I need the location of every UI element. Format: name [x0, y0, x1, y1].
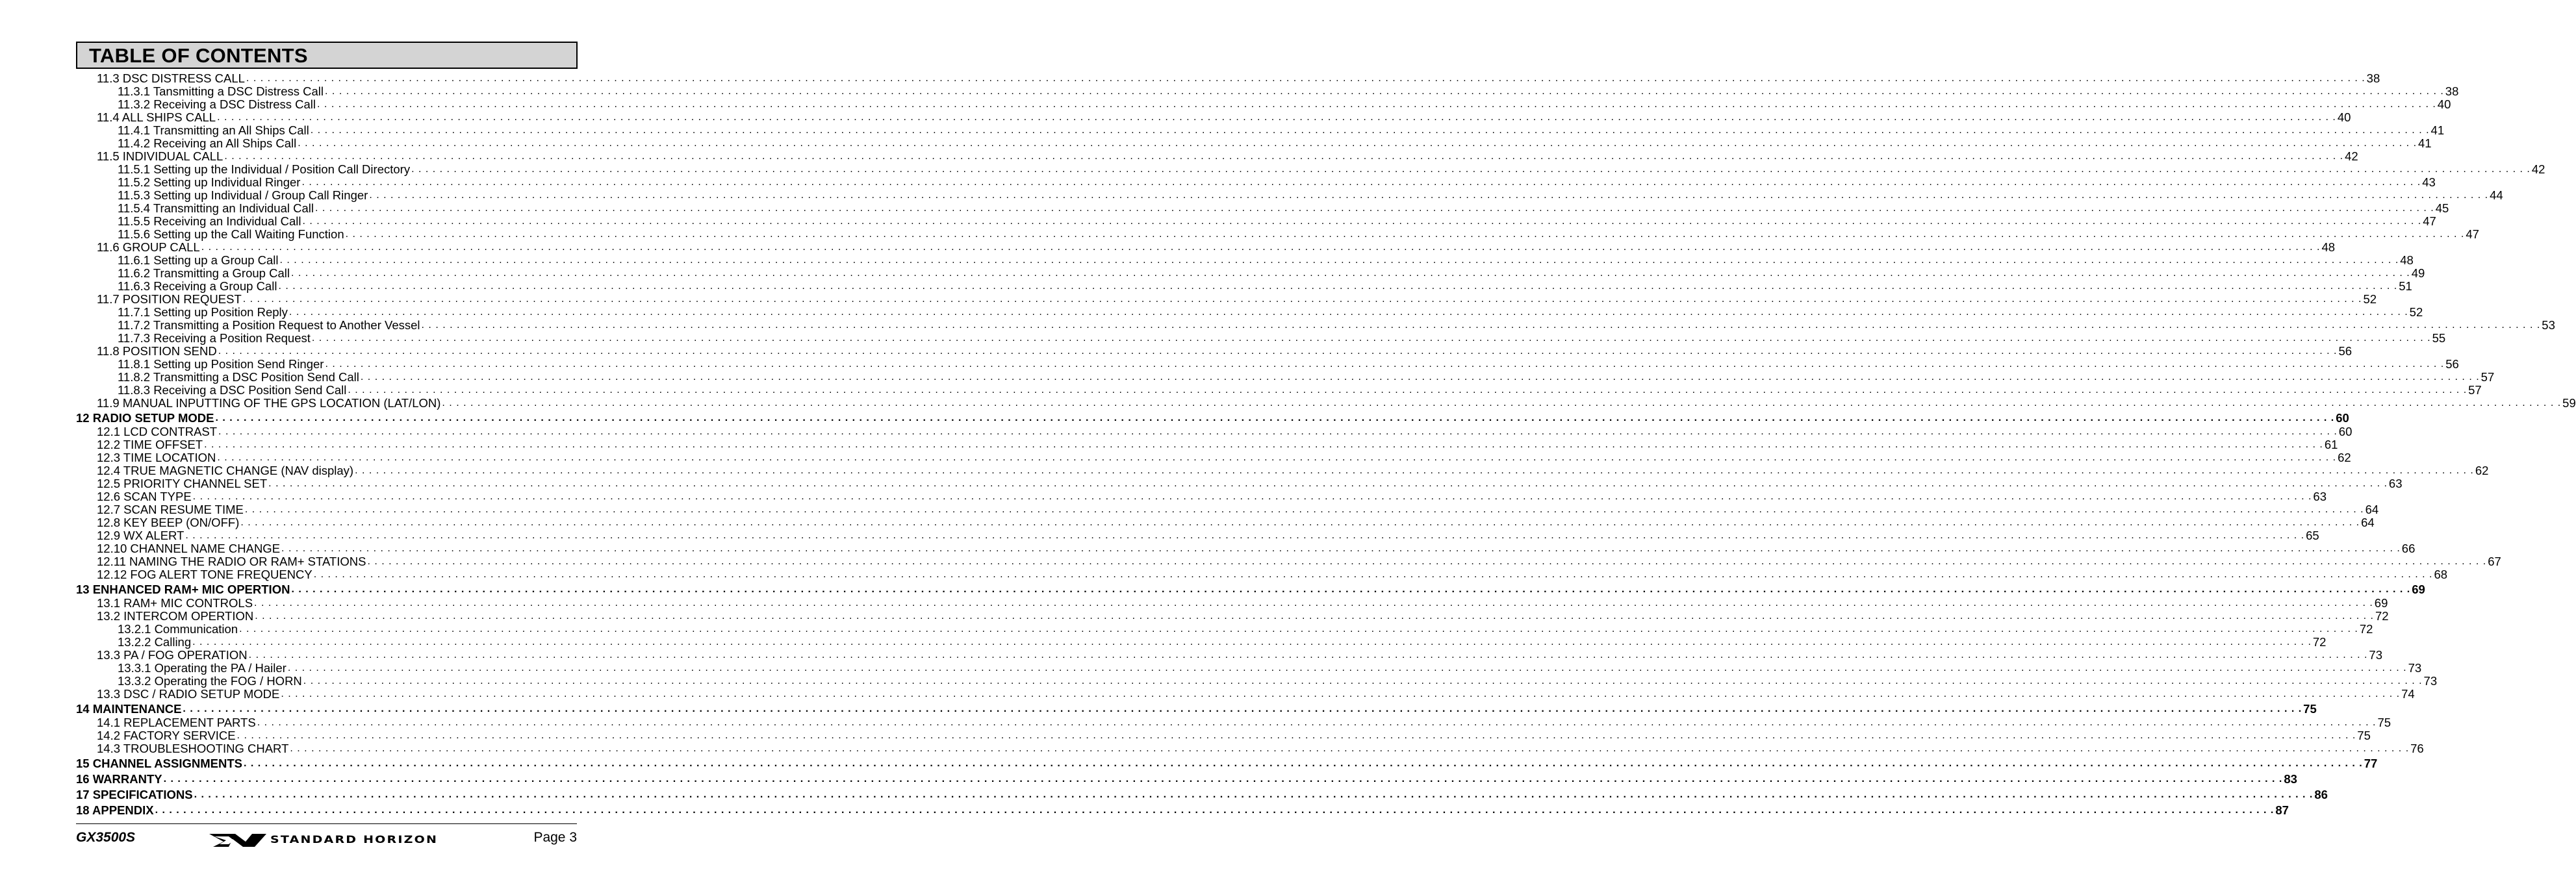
toc-entry-page: 56 — [2445, 357, 2459, 371]
toc-entry-title: 11.4.1 Transmitting an All Ships Call — [118, 123, 309, 137]
toc-entry[interactable] — [118, 123, 2445, 137]
toc-dot-leader: . . . . . . . . . . . . . . . . . . . . . . . . . . . . . . . . . . . . . . . . . . . . . . . . . . . . . . . . . . . . . . . . . . . . . . . . . . . . . . . . . . . . . . . . . . . . . . . . . . . . . . . . . . . . . . . . . . . . . . . . . . . . . . . . . . . . . . . . . . . . . . . . . . . . . . . . . . . . . . . . . . . . . . . . . . . . . . . . . . . . . . . . . . . . . . . . . . . . . . . . . . . . . . . . . . . . . . . . . . . . . . . . . . . . . . . . . . . . . . . . . . . . . . . . . . . . . . . . . . . . . . . . . . . . . . . . . . . . . . . . . . . . . . . . . . . . . . . . . . . . — [367, 556, 2487, 567]
toc-dot-leader: . . . . . . . . . . . . . . . . . . . . . . . . . . . . . . . . . . . . . . . . . . . . . . . . . . . . . . . . . . . . . . . . . . . . . . . . . . . . . . . . . . . . . . . . . . . . . . . . . . . . . . . . . . . . . . . . . . . . . . . . . . . . . . . . . . . . . . . . . . . . . . . . . . . . . . . . . . . . . . . . . . . . . . . . . . . . . . . . . . . . . . . . . . . . . . . . . . . . . . . . . . . . . . . . . . . . . . . . . . . . . . . . . . . . . . . . . . . . . . . . . . . . . . . . . . . . . . . . . . . . . . . . . . . . . . . . . . . . . . . . . . . . . . . . . . . . . . . . . . . . — [442, 397, 2562, 408]
toc-entry-page: 49 — [2411, 266, 2425, 280]
toc-entry-page: 75 — [2303, 702, 2317, 716]
toc-entry[interactable] — [97, 609, 2389, 623]
toc-dot-leader: . . . . . . . . . . . . . . . . . . . . . . . . . . . . . . . . . . . . . . . . . . . . . . . . . . . . . . . . . . . . . . . . . . . . . . . . . . . . . . . . . . . . . . . . . . . . . . . . . . . . . . . . . . . . . . . . . . . . . . . . . . . . . . . . . . . . . . . . . . . . . . . . . . . . . . . . . . . . . . . . . . . . . . . . . . . . . . . . . . . . . . . . . . . . . . . . . . . . . . . . . . . . . . . . . . . . . . . . . . . . . . . . . . . . . . . . . . . . . . . . . . . . . . . . . . . . . . . . . . . . . . . . . . . . . . . . . . . . . . . . . . . . . . . . . . . . . . . . . . . . — [360, 371, 2480, 383]
toc-entry-title: 11.4.2 Receiving an All Ships Call — [118, 136, 297, 150]
toc-entry-page: 63 — [2313, 490, 2327, 503]
toc-entry-title: 11.5 INDIVIDUAL CALL — [97, 149, 223, 163]
toc-entry-title: 12.8 KEY BEEP (ON/OFF) — [97, 516, 240, 529]
toc-entry[interactable] — [118, 318, 2555, 332]
toc-dot-leader: . . . . . . . . . . . . . . . . . . . . . . . . . . . . . . . . . . . . . . . . . . . . . . . . . . . . . . . . . . . . . . . . . . . . . . . . . . . . . . . . . . . . . . . . . . . . . . . . . . . . . . . . . . . . . . . . . . . . . . . . . . . . . . . . . . . . . . . . . . . . . . . . . . . . . . . . . . . . . . . . . . . . . . . . . . . . . . . . . . . . . . . . . . . . . . . . . . . . . . . . . . . . . . . . . . . . . . . . . . . . . . . . . . . . . . . . . . . . . . . . . . . . . . . . . . . . . . . . . . . . . . . . . . . . . . . . . . . . . . . . . . . . . . . . . . . . . . . . . . . . — [192, 636, 2312, 647]
toc-entry-page: 41 — [2430, 123, 2445, 137]
toc-entry-page: 75 — [2357, 729, 2371, 742]
toc-dot-leader: . . . . . . . . . . . . . . . . . . . . . . . . . . . . . . . . . . . . . . . . . . . . . . . . . . . . . . . . . . . . . . . . . . . . . . . . . . . . . . . . . . . . . . . . . . . . . . . . . . . . . . . . . . . . . . . . . . . . . . . . . . . . . . . . . . . . . . . . . . . . . . . . . . . . . . . . . . . . . . . . . . . . . . . . . . . . . . . . . . . . . . . . . . . . . . . . . . . . . . . . . . . . . . . . . . . . . . . . . . . . . . . . . . . . . . . . . . . . . . . . . . . . . . . . . . . . . . . . . . . . . . . . . . . . . . . . . . . . . . . . . . . . . . . . . . . . . . . . . . . . — [217, 112, 2336, 123]
toc-entry[interactable] — [118, 661, 2422, 675]
brand-name: STANDARD HORIZON — [270, 833, 439, 846]
toc-entry[interactable] — [97, 344, 2353, 358]
toc-entry[interactable] — [76, 772, 2297, 786]
toc-dot-leader: . . . . . . . . . . . . . . . . . . . . . . . . . . . . . . . . . . . . . . . . . . . . . . . . . . . . . . . . . . . . . . . . . . . . . . . . . . . . . . . . . . . . . . . . . . . . . . . . . . . . . . . . . . . . . . . . . . . . . . . . . . . . . . . . . . . . . . . . . . . . . . . . . . . . . . . . . . . . . . . . . . . . . . . . . . . . . . . . . . . . . . . . . . . . . . . . . . . . . . . . . . . . . . . . . . . . . . . . . . . . . . . . . . . . . . . . . . . . . . . . . . . . . . . . . . . . . . . . . . . . . . . . . . . . . . . . . . . . . . . . . . . . . . . . . . . . . . . . . . . . — [302, 216, 2422, 227]
toc-entry-page: 42 — [2345, 149, 2358, 163]
toc-entry-page: 68 — [2434, 568, 2448, 581]
toc-dot-leader: . . . . . . . . . . . . . . . . . . . . . . . . . . . . . . . . . . . . . . . . . . . . . . . . . . . . . . . . . . . . . . . . . . . . . . . . . . . . . . . . . . . . . . . . . . . . . . . . . . . . . . . . . . . . . . . . . . . . . . . . . . . . . . . . . . . . . . . . . . . . . . . . . . . . . . . . . . . . . . . . . . . . . . . . . . . . . . . . . . . . . . . . . . . . . . . . . . . . . . . . . . . . . . . . . . . . . . . . . . . . . . . . . . . . . . . . . . . . . . . . . . . . . . . . . . . . . . . . . . . . . . . . . . . . . . . . . . . . . . . . . . . . . . . . . . . . . . . . . . . . — [369, 190, 2489, 201]
toc-entry[interactable] — [97, 555, 2501, 568]
toc-entry-page: 59 — [2562, 396, 2576, 410]
toc-entry-page: 57 — [2468, 383, 2482, 397]
toc-dot-leader: . . . . . . . . . . . . . . . . . . . . . . . . . . . . . . . . . . . . . . . . . . . . . . . . . . . . . . . . . . . . . . . . . . . . . . . . . . . . . . . . . . . . . . . . . . . . . . . . . . . . . . . . . . . . . . . . . . . . . . . . . . . . . . . . . . . . . . . . . . . . . . . . . . . . . . . . . . . . . . . . . . . . . . . . . . . . . . . . . . . . . . . . . . . . . . . . . . . . . . . . . . . . . . . . . . . . . . . . . . . . . . . . . . . . . . . . . . . . . . . . . . . . . . . . . . . . . . . . . . . . . . . . . . . . . . . . . . . . . . . . . . . . . . . . . . . . . . . . . . . . — [278, 281, 2398, 292]
toc-entry-page: 67 — [2488, 555, 2501, 568]
toc-dot-leader: . . . . . . . . . . . . . . . . . . . . . . . . . . . . . . . . . . . . . . . . . . . . . . . . . . . . . . . . . . . . . . . . . . . . . . . . . . . . . . . . . . . . . . . . . . . . . . . . . . . . . . . . . . . . . . . . . . . . . . . . . . . . . . . . . . . . . . . . . . . . . . . . . . . . . . . . . . . . . . . . . . . . . . . . . . . . . . . . . . . . . . . . . . . . . . . . . . . . . . . . . . . . . . . . . . . . . . . . . . . . . . . . . . . . . . . . . . . . . . . . . . . . . . . . . . . . . . . . . . . . . . . . . . . . . . . . . . . . . . . . . . . . . . . . . . . . . . . . . . . . — [290, 743, 2410, 754]
toc-entry-title: 11.7.1 Setting up Position Reply — [118, 305, 288, 319]
toc-dot-leader: . . . . . . . . . . . . . . . . . . . . . . . . . . . . . . . . . . . . . . . . . . . . . . . . . . . . . . . . . . . . . . . . . . . . . . . . . . . . . . . . . . . . . . . . . . . . . . . . . . . . . . . . . . . . . . . . . . . . . . . . . . . . . . . . . . . . . . . . . . . . . . . . . . . . . . . . . . . . . . . . . . . . . . . . . . . . . . . . . . . . . . . . . . . . . . . . . . . . . . . . . . . . . . . . . . . . . . . . . . . . . . . . . . . . . . . . . . . . . . . . . . . . . . . . . . . . . . . . . . . . . . . . . . . . . . . . . . . . . . . . . . . . . . . . . . . . . . . . . . . . — [183, 703, 2302, 714]
toc-dot-leader: . . . . . . . . . . . . . . . . . . . . . . . . . . . . . . . . . . . . . . . . . . . . . . . . . . . . . . . . . . . . . . . . . . . . . . . . . . . . . . . . . . . . . . . . . . . . . . . . . . . . . . . . . . . . . . . . . . . . . . . . . . . . . . . . . . . . . . . . . . . . . . . . . . . . . . . . . . . . . . . . . . . . . . . . . . . . . . . . . . . . . . . . . . . . . . . . . . . . . . . . . . . . . . . . . . . . . . . . . . . . . . . . . . . . . . . . . . . . . . . . . . . . . . . . . . . . . . . . . . . . . . . . . . . . . . . . . . . . . . . . . . . . . . . . . . . . . . . . . . . . — [242, 294, 2362, 305]
toc-dot-leader: . . . . . . . . . . . . . . . . . . . . . . . . . . . . . . . . . . . . . . . . . . . . . . . . . . . . . . . . . . . . . . . . . . . . . . . . . . . . . . . . . . . . . . . . . . . . . . . . . . . . . . . . . . . . . . . . . . . . . . . . . . . . . . . . . . . . . . . . . . . . . . . . . . . . . . . . . . . . . . . . . . . . . . . . . . . . . . . . . . . . . . . . . . . . . . . . . . . . . . . . . . . . . . . . . . . . . . . . . . . . . . . . . . . . . . . . . . . . . . . . . . . . . . . . . . . . . . . . . . . . . . . . . . . . . . . . . . . . . . . . . . . . . . . . . . . . . . . . . . . . — [288, 307, 2408, 318]
toc-dot-leader: . . . . . . . . . . . . . . . . . . . . . . . . . . . . . . . . . . . . . . . . . . . . . . . . . . . . . . . . . . . . . . . . . . . . . . . . . . . . . . . . . . . . . . . . . . . . . . . . . . . . . . . . . . . . . . . . . . . . . . . . . . . . . . . . . . . . . . . . . . . . . . . . . . . . . . . . . . . . . . . . . . . . . . . . . . . . . . . . . . . . . . . . . . . . . . . . . . . . . . . . . . . . . . . . . . . . . . . . . . . . . . . . . . . . . . . . . . . . . . . . . . . . . . . . . . . . . . . . . . . . . . . . . . . . . . . . . . . . . . . . . . . . . . . . . . . . . . . . . . . . — [298, 138, 2417, 149]
brand-logo — [209, 830, 438, 849]
toc-entry-page: 48 — [2400, 253, 2414, 267]
toc-entry-title: 11.7.2 Transmitting a Position Request to Another Vessel — [118, 318, 420, 332]
toc-dot-leader: . . . . . . . . . . . . . . . . . . . . . . . . . . . . . . . . . . . . . . . . . . . . . . . . . . . . . . . . . . . . . . . . . . . . . . . . . . . . . . . . . . . . . . . . . . . . . . . . . . . . . . . . . . . . . . . . . . . . . . . . . . . . . . . . . . . . . . . . . . . . . . . . . . . . . . . . . . . . . . . . . . . . . . . . . . . . . . . . . . . . . . . . . . . . . . . . . . . . . . . . . . . . . . . . . . . . . . . . . . . . . . . . . . . . . . . . . . . . . . . . . . . . . . . . . . . . . . . . . . . . . . . . . . . . . . . . . . . . . . . . . . . . . . . . . . . . . . . . . . . . — [411, 164, 2531, 175]
toc-dot-leader: . . . . . . . . . . . . . . . . . . . . . . . . . . . . . . . . . . . . . . . . . . . . . . . . . . . . . . . . . . . . . . . . . . . . . . . . . . . . . . . . . . . . . . . . . . . . . . . . . . . . . . . . . . . . . . . . . . . . . . . . . . . . . . . . . . . . . . . . . . . . . . . . . . . . . . . . . . . . . . . . . . . . . . . . . . . . . . . . . . . . . . . . . . . . . . . . . . . . . . . . . . . . . . . . . . . . . . . . . . . . . . . . . . . . . . . . . . . . . . . . . . . . . . . . . . . . . . . . . . . . . . . . . . . . . . . . . . . . . . . . . . . . . . . . . . . . . . . . . . . . — [421, 320, 2541, 331]
toc-dot-leader: . . . . . . . . . . . . . . . . . . . . . . . . . . . . . . . . . . . . . . . . . . . . . . . . . . . . . . . . . . . . . . . . . . . . . . . . . . . . . . . . . . . . . . . . . . . . . . . . . . . . . . . . . . . . . . . . . . . . . . . . . . . . . . . . . . . . . . . . . . . . . . . . . . . . . . . . . . . . . . . . . . . . . . . . . . . . . . . . . . . . . . . . . . . . . . . . . . . . . . . . . . . . . . . . . . . . . . . . . . . . . . . . . . . . . . . . . . . . . . . . . . . . . . . . . . . . . . . . . . . . . . . . . . . . . . . . . . . . . . . . . . . . . . . . . . . . . . . . . . . . — [311, 332, 2431, 344]
toc-entry-title: 11.9 MANUAL INPUTTING OF THE GPS LOCATION (LAT/LON) — [97, 396, 441, 410]
toc-dot-leader: . . . . . . . . . . . . . . . . . . . . . . . . . . . . . . . . . . . . . . . . . . . . . . . . . . . . . . . . . . . . . . . . . . . . . . . . . . . . . . . . . . . . . . . . . . . . . . . . . . . . . . . . . . . . . . . . . . . . . . . . . . . . . . . . . . . . . . . . . . . . . . . . . . . . . . . . . . . . . . . . . . . . . . . . . . . . . . . . . . . . . . . . . . . . . . . . . . . . . . . . . . . . . . . . . . . . . . . . . . . . . . . . . . . . . . . . . . . . . . . . . . . . . . . . . . . . . . . . . . . . . . . . . . . . . . . . . . . . . . . . . . . . . . . . . . . . . . . . . . . . — [204, 439, 2323, 450]
toc-entry[interactable] — [118, 383, 2482, 397]
toc-dot-leader: . . . . . . . . . . . . . . . . . . . . . . . . . . . . . . . . . . . . . . . . . . . . . . . . . . . . . . . . . . . . . . . . . . . . . . . . . . . . . . . . . . . . . . . . . . . . . . . . . . . . . . . . . . . . . . . . . . . . . . . . . . . . . . . . . . . . . . . . . . . . . . . . . . . . . . . . . . . . . . . . . . . . . . . . . . . . . . . . . . . . . . . . . . . . . . . . . . . . . . . . . . . . . . . . . . . . . . . . . . . . . . . . . . . . . . . . . . . . . . . . . . . . . . . . . . . . . . . . . . . . . . . . . . . . . . . . . . . . . . . . . . . . . . . . . . . . . . . . . . . . — [236, 730, 2356, 741]
toc-entry-title: 11.7 POSITION REQUEST — [97, 292, 242, 306]
toc-entry[interactable] — [97, 292, 2377, 306]
toc-entry-title: 11.7.3 Receiving a Position Request — [118, 331, 311, 345]
toc-dot-leader: . . . . . . . . . . . . . . . . . . . . . . . . . . . . . . . . . . . . . . . . . . . . . . . . . . . . . . . . . . . . . . . . . . . . . . . . . . . . . . . . . . . . . . . . . . . . . . . . . . . . . . . . . . . . . . . . . . . . . . . . . . . . . . . . . . . . . . . . . . . . . . . . . . . . . . . . . . . . . . . . . . . . . . . . . . . . . . . . . . . . . . . . . . . . . . . . . . . . . . . . . . . . . . . . . . . . . . . . . . . . . . . . . . . . . . . . . . . . . . . . . . . . . . . . . . . . . . . . . . . . . . . . . . . . . . . . . . . . . . . . . . . . . . . . . . . . . . . . . . . . — [325, 358, 2445, 370]
toc-entry-page: 51 — [2399, 279, 2412, 293]
toc-entry[interactable] — [97, 490, 2327, 503]
toc-entry-page: 75 — [2377, 716, 2391, 729]
toc-entry-title: 17 SPECIFICATIONS — [76, 788, 193, 801]
toc-dot-leader: . . . . . . . . . . . . . . . . . . . . . . . . . . . . . . . . . . . . . . . . . . . . . . . . . . . . . . . . . . . . . . . . . . . . . . . . . . . . . . . . . . . . . . . . . . . . . . . . . . . . . . . . . . . . . . . . . . . . . . . . . . . . . . . . . . . . . . . . . . . . . . . . . . . . . . . . . . . . . . . . . . . . . . . . . . . . . . . . . . . . . . . . . . . . . . . . . . . . . . . . . . . . . . . . . . . . . . . . . . . . . . . . . . . . . . . . . . . . . . . . . . . . . . . . . . . . . . . . . . . . . . . . . . . . . . . . . . . . . . . . . . . . . . . . . . . . . . . . . . . . — [163, 773, 2283, 784]
toc-entry-page: 44 — [2490, 188, 2503, 202]
toc-entry-title: 13 ENHANCED RAM+ MIC OPERTION — [76, 583, 290, 596]
toc-entry-page: 52 — [2363, 292, 2377, 306]
toc-entry[interactable] — [118, 370, 2495, 384]
toc-entry-page: 45 — [2435, 201, 2449, 215]
toc-dot-leader: . . . . . . . . . . . . . . . . . . . . . . . . . . . . . . . . . . . . . . . . . . . . . . . . . . . . . . . . . . . . . . . . . . . . . . . . . . . . . . . . . . . . . . . . . . . . . . . . . . . . . . . . . . . . . . . . . . . . . . . . . . . . . . . . . . . . . . . . . . . . . . . . . . . . . . . . . . . . . . . . . . . . . . . . . . . . . . . . . . . . . . . . . . . . . . . . . . . . . . . . . . . . . . . . . . . . . . . . . . . . . . . . . . . . . . . . . . . . . . . . . . . . . . . . . . . . . . . . . . . . . . . . . . . . . . . . . . . . . . . . . . . . . . . . . . . . . . . . . . . . — [244, 504, 2364, 515]
toc-entry[interactable] — [97, 240, 2336, 254]
toc-entry-title: 12.4 TRUE MAGNETIC CHANGE (NAV display) — [97, 464, 354, 477]
toc-entry-title: 12.12 FOG ALERT TONE FREQUENCY — [97, 568, 312, 581]
toc-entry[interactable] — [118, 188, 2503, 202]
toc-entry-title: 13.2.1 Communication — [118, 622, 238, 636]
toc-entry-title: 11.6.1 Setting up a Group Call — [118, 253, 279, 267]
toc-entry-page: 87 — [2275, 803, 2289, 817]
toc-entry-title: 12.5 PRIORITY CHANNEL SET — [97, 477, 268, 490]
toc-dot-leader: . . . . . . . . . . . . . . . . . . . . . . . . . . . . . . . . . . . . . . . . . . . . . . . . . . . . . . . . . . . . . . . . . . . . . . . . . . . . . . . . . . . . . . . . . . . . . . . . . . . . . . . . . . . . . . . . . . . . . . . . . . . . . . . . . . . . . . . . . . . . . . . . . . . . . . . . . . . . . . . . . . . . . . . . . . . . . . . . . . . . . . . . . . . . . . . . . . . . . . . . . . . . . . . . . . . . . . . . . . . . . . . . . . . . . . . . . . . . . . . . . . . . . . . . . . . . . . . . . . . . . . . . . . . . . . . . . . . . . . . . . . . . . . . . . . . . . . . . . . . . — [192, 491, 2312, 502]
toc-entry-page: 47 — [2423, 214, 2436, 228]
toc-dot-leader: . . . . . . . . . . . . . . . . . . . . . . . . . . . . . . . . . . . . . . . . . . . . . . . . . . . . . . . . . . . . . . . . . . . . . . . . . . . . . . . . . . . . . . . . . . . . . . . . . . . . . . . . . . . . . . . . . . . . . . . . . . . . . . . . . . . . . . . . . . . . . . . . . . . . . . . . . . . . . . . . . . . . . . . . . . . . . . . . . . . . . . . . . . . . . . . . . . . . . . . . . . . . . . . . . . . . . . . . . . . . . . . . . . . . . . . . . . . . . . . . . . . . . . . . . . . . . . . . . . . . . . . . . . . . . . . . . . . . . . . . . . . . . . . . . . . . . . . . . . . . — [290, 268, 2410, 279]
toc-entry-page: 61 — [2324, 438, 2338, 451]
toc-entry-title: 15 CHANNEL ASSIGNMENTS — [76, 757, 242, 770]
toc-dot-leader: . . . . . . . . . . . . . . . . . . . . . . . . . . . . . . . . . . . . . . . . . . . . . . . . . . . . . . . . . . . . . . . . . . . . . . . . . . . . . . . . . . . . . . . . . . . . . . . . . . . . . . . . . . . . . . . . . . . . . . . . . . . . . . . . . . . . . . . . . . . . . . . . . . . . . . . . . . . . . . . . . . . . . . . . . . . . . . . . . . . . . . . . . . . . . . . . . . . . . . . . . . . . . . . . . . . . . . . . . . . . . . . . . . . . . . . . . . . . . . . . . . . . . . . . . . . . . . . . . . . . . . . . . . . . . . . . . . . . . . . . . . . . . . . . . . . . . . . . . . . . — [239, 623, 2358, 634]
toc-entry-title: 13.3.1 Operating the PA / Hailer — [118, 661, 287, 675]
toc-dot-leader: . . . . . . . . . . . . . . . . . . . . . . . . . . . . . . . . . . . . . . . . . . . . . . . . . . . . . . . . . . . . . . . . . . . . . . . . . . . . . . . . . . . . . . . . . . . . . . . . . . . . . . . . . . . . . . . . . . . . . . . . . . . . . . . . . . . . . . . . . . . . . . . . . . . . . . . . . . . . . . . . . . . . . . . . . . . . . . . . . . . . . . . . . . . . . . . . . . . . . . . . . . . . . . . . . . . . . . . . . . . . . . . . . . . . . . . . . . . . . . . . . . . . . . . . . . . . . . . . . . . . . . . . . . . . . . . . . . . . . . . . . . . . . . . . . . . . . . . . . . . . — [287, 662, 2407, 673]
toc-entry-page: 40 — [2337, 110, 2351, 124]
toc-entry[interactable] — [97, 503, 2379, 516]
toc-entry[interactable] — [97, 110, 2351, 124]
toc-entry-title: 11.5.5 Receiving an Individual Call — [118, 214, 301, 228]
toc-entry-title: 11.5.4 Transmitting an Individual Call — [118, 201, 314, 215]
toc-entry[interactable] — [97, 568, 2448, 581]
toc-entry-title: 13.2 INTERCOM OPERTION — [97, 609, 254, 623]
toc-entry-title: 13.2.2 Calling — [118, 635, 192, 649]
toc-entry-page: 72 — [2312, 635, 2327, 649]
toc-entry-page: 65 — [2306, 529, 2319, 542]
toc-entry-page: 64 — [2365, 503, 2379, 516]
toc-entry-title: 11.8 POSITION SEND — [97, 344, 217, 358]
toc-entry[interactable] — [118, 357, 2459, 371]
toc-entry-page: 83 — [2284, 772, 2297, 786]
toc-entry[interactable] — [97, 477, 2403, 490]
toc-entry[interactable] — [97, 529, 2319, 542]
toc-entry[interactable] — [76, 411, 2349, 425]
toc-dot-leader: . . . . . . . . . . . . . . . . . . . . . . . . . . . . . . . . . . . . . . . . . . . . . . . . . . . . . . . . . . . . . . . . . . . . . . . . . . . . . . . . . . . . . . . . . . . . . . . . . . . . . . . . . . . . . . . . . . . . . . . . . . . . . . . . . . . . . . . . . . . . . . . . . . . . . . . . . . . . . . . . . . . . . . . . . . . . . . . . . . . . . . . . . . . . . . . . . . . . . . . . . . . . . . . . . . . . . . . . . . . . . . . . . . . . . . . . . . . . . . . . . . . . . . . . . . . . . . . . . . . . . . . . . . . . . . . . . . . . . . . . . . . . . . . . . . . . . . . . . . . . — [201, 242, 2321, 253]
toc-entry[interactable] — [97, 71, 2380, 85]
toc-entry[interactable] — [97, 438, 2338, 451]
toc-dot-leader: . . . . . . . . . . . . . . . . . . . . . . . . . . . . . . . . . . . . . . . . . . . . . . . . . . . . . . . . . . . . . . . . . . . . . . . . . . . . . . . . . . . . . . . . . . . . . . . . . . . . . . . . . . . . . . . . . . . . . . . . . . . . . . . . . . . . . . . . . . . . . . . . . . . . . . . . . . . . . . . . . . . . . . . . . . . . . . . . . . . . . . . . . . . . . . . . . . . . . . . . . . . . . . . . . . . . . . . . . . . . . . . . . . . . . . . . . . . . . . . . . . . . . . . . . . . . . . . . . . . . . . . . . . . . . . . . . . . . . . . . . . . . . . . . . . . . . . . . . . . . — [257, 717, 2377, 728]
toc-entry-title: 11.8.1 Setting up Position Send Ringer — [118, 357, 324, 371]
toc-dot-leader: . . . . . . . . . . . . . . . . . . . . . . . . . . . . . . . . . . . . . . . . . . . . . . . . . . . . . . . . . . . . . . . . . . . . . . . . . . . . . . . . . . . . . . . . . . . . . . . . . . . . . . . . . . . . . . . . . . . . . . . . . . . . . . . . . . . . . . . . . . . . . . . . . . . . . . . . . . . . . . . . . . . . . . . . . . . . . . . . . . . . . . . . . . . . . . . . . . . . . . . . . . . . . . . . . . . . . . . . . . . . . . . . . . . . . . . . . . . . . . . . . . . . . . . . . . . . . . . . . . . . . . . . . . . . . . . . . . . . . . . . . . . . . . . . . . . . . . . . . . . . — [155, 805, 2275, 816]
toc-entry-page: 72 — [2359, 622, 2373, 636]
toc-entry[interactable] — [118, 201, 2449, 215]
toc-entry-page: 57 — [2480, 370, 2495, 384]
toc-entry-page: 63 — [2388, 477, 2403, 490]
toc-entry-title: 11.5.6 Setting up the Call Waiting Function — [118, 227, 344, 241]
toc-entry[interactable] — [76, 803, 2289, 817]
toc-entry[interactable] — [118, 635, 2327, 649]
toc-entry[interactable] — [118, 622, 2373, 636]
toc-entry[interactable] — [118, 227, 2479, 241]
toc-entry[interactable] — [118, 253, 2414, 267]
toc-entry-title: 14.3 TROUBLESHOOTING CHART — [97, 742, 289, 755]
toc-entry[interactable] — [97, 425, 2353, 438]
toc-dot-leader: . . . . . . . . . . . . . . . . . . . . . . . . . . . . . . . . . . . . . . . . . . . . . . . . . . . . . . . . . . . . . . . . . . . . . . . . . . . . . . . . . . . . . . . . . . . . . . . . . . . . . . . . . . . . . . . . . . . . . . . . . . . . . . . . . . . . . . . . . . . . . . . . . . . . . . . . . . . . . . . . . . . . . . . . . . . . . . . . . . . . . . . . . . . . . . . . . . . . . . . . . . . . . . . . . . . . . . . . . . . . . . . . . . . . . . . . . . . . . . . . . . . . . . . . . . . . . . . . . . . . . . . . . . . . . . . . . . . . . . . . . . . . . . . . . . . . . . . . . . . . — [310, 125, 2430, 136]
toc-dot-leader: . . . . . . . . . . . . . . . . . . . . . . . . . . . . . . . . . . . . . . . . . . . . . . . . . . . . . . . . . . . . . . . . . . . . . . . . . . . . . . . . . . . . . . . . . . . . . . . . . . . . . . . . . . . . . . . . . . . . . . . . . . . . . . . . . . . . . . . . . . . . . . . . . . . . . . . . . . . . . . . . . . . . . . . . . . . . . . . . . . . . . . . . . . . . . . . . . . . . . . . . . . . . . . . . . . . . . . . . . . . . . . . . . . . . . . . . . . . . . . . . . . . . . . . . . . . . . . . . . . . . . . . . . . . . . . . . . . . . . . . . . . . . . . . . . . . . . . . . . . . . — [355, 465, 2474, 476]
toc-dot-leader: . . . . . . . . . . . . . . . . . . . . . . . . . . . . . . . . . . . . . . . . . . . . . . . . . . . . . . . . . . . . . . . . . . . . . . . . . . . . . . . . . . . . . . . . . . . . . . . . . . . . . . . . . . . . . . . . . . . . . . . . . . . . . . . . . . . . . . . . . . . . . . . . . . . . . . . . . . . . . . . . . . . . . . . . . . . . . . . . . . . . . . . . . . . . . . . . . . . . . . . . . . . . . . . . . . . . . . . . . . . . . . . . . . . . . . . . . . . . . . . . . . . . . . . . . . . . . . . . . . . . . . . . . . . . . . . . . . . . . . . . . . . . . . . . . . . . . . . . . . . . — [345, 229, 2465, 240]
toc-entry-page: 69 — [2412, 583, 2425, 596]
toc-entry-page: 62 — [2338, 451, 2351, 464]
toc-entry[interactable] — [97, 516, 2375, 529]
toc-dot-leader: . . . . . . . . . . . . . . . . . . . . . . . . . . . . . . . . . . . . . . . . . . . . . . . . . . . . . . . . . . . . . . . . . . . . . . . . . . . . . . . . . . . . . . . . . . . . . . . . . . . . . . . . . . . . . . . . . . . . . . . . . . . . . . . . . . . . . . . . . . . . . . . . . . . . . . . . . . . . . . . . . . . . . . . . . . . . . . . . . . . . . . . . . . . . . . . . . . . . . . . . . . . . . . . . . . . . . . . . . . . . . . . . . . . . . . . . . . . . . . . . . . . . . . . . . . . . . . . . . . . . . . . . . . . . . . . . . . . . . . . . . . . . . . . . . . . . . . . . . . . . — [248, 649, 2368, 660]
footer-model-name: GX3500S — [76, 830, 136, 845]
toc-entry-page: 41 — [2418, 136, 2432, 150]
toc-dot-leader: . . . . . . . . . . . . . . . . . . . . . . . . . . . . . . . . . . . . . . . . . . . . . . . . . . . . . . . . . . . . . . . . . . . . . . . . . . . . . . . . . . . . . . . . . . . . . . . . . . . . . . . . . . . . . . . . . . . . . . . . . . . . . . . . . . . . . . . . . . . . . . . . . . . . . . . . . . . . . . . . . . . . . . . . . . . . . . . . . . . . . . . . . . . . . . . . . . . . . . . . . . . . . . . . . . . . . . . . . . . . . . . . . . . . . . . . . . . . . . . . . . . . . . . . . . . . . . . . . . . . . . . . . . . . . . . . . . . . . . . . . . . . . . . . . . . . . . . . . . . . — [194, 789, 2314, 800]
toc-entry-page: 74 — [2401, 687, 2415, 701]
toc-entry-title: 11.6.2 Transmitting a Group Call — [118, 266, 290, 280]
toc-dot-leader: . . . . . . . . . . . . . . . . . . . . . . . . . . . . . . . . . . . . . . . . . . . . . . . . . . . . . . . . . . . . . . . . . . . . . . . . . . . . . . . . . . . . . . . . . . . . . . . . . . . . . . . . . . . . . . . . . . . . . . . . . . . . . . . . . . . . . . . . . . . . . . . . . . . . . . . . . . . . . . . . . . . . . . . . . . . . . . . . . . . . . . . . . . . . . . . . . . . . . . . . . . . . . . . . . . . . . . . . . . . . . . . . . . . . . . . . . . . . . . . . . . . . . . . . . . . . . . . . . . . . . . . . . . . . . . . . . . . . . . . . . . . . . . . . . . . . . . . . . . . . — [215, 412, 2335, 423]
toc-dot-leader: . . . . . . . . . . . . . . . . . . . . . . . . . . . . . . . . . . . . . . . . . . . . . . . . . . . . . . . . . . . . . . . . . . . . . . . . . . . . . . . . . . . . . . . . . . . . . . . . . . . . . . . . . . . . . . . . . . . . . . . . . . . . . . . . . . . . . . . . . . . . . . . . . . . . . . . . . . . . . . . . . . . . . . . . . . . . . . . . . . . . . . . . . . . . . . . . . . . . . . . . . . . . . . . . . . . . . . . . . . . . . . . . . . . . . . . . . . . . . . . . . . . . . . . . . . . . . . . . . . . . . . . . . . . . . . . . . . . . . . . . . . . . . . . . . . . . . . . . . . . . — [281, 688, 2401, 699]
toc-entry-title: 11.8.3 Receiving a DSC Position Send Call — [118, 383, 347, 397]
toc-dot-leader: . . . . . . . . . . . . . . . . . . . . . . . . . . . . . . . . . . . . . . . . . . . . . . . . . . . . . . . . . . . . . . . . . . . . . . . . . . . . . . . . . . . . . . . . . . . . . . . . . . . . . . . . . . . . . . . . . . . . . . . . . . . . . . . . . . . . . . . . . . . . . . . . . . . . . . . . . . . . . . . . . . . . . . . . . . . . . . . . . . . . . . . . . . . . . . . . . . . . . . . . . . . . . . . . . . . . . . . . . . . . . . . . . . . . . . . . . . . . . . . . . . . . . . . . . . . . . . . . . . . . . . . . . . . . . . . . . . . . . . . . . . . . . . . . . . . . . . . . . . . . — [325, 86, 2444, 97]
toc-entry-page: 56 — [2338, 344, 2353, 358]
toc-entry-title: 12.10 CHANNEL NAME CHANGE — [97, 542, 281, 555]
toc-entry-title: 18 APPENDIX — [76, 803, 154, 817]
page-title-box — [76, 42, 578, 69]
toc-dot-leader: . . . . . . . . . . . . . . . . . . . . . . . . . . . . . . . . . . . . . . . . . . . . . . . . . . . . . . . . . . . . . . . . . . . . . . . . . . . . . . . . . . . . . . . . . . . . . . . . . . . . . . . . . . . . . . . . . . . . . . . . . . . . . . . . . . . . . . . . . . . . . . . . . . . . . . . . . . . . . . . . . . . . . . . . . . . . . . . . . . . . . . . . . . . . . . . . . . . . . . . . . . . . . . . . . . . . . . . . . . . . . . . . . . . . . . . . . . . . . . . . . . . . . . . . . . . . . . . . . . . . . . . . . . . . . . . . . . . . . . . . . . . . . . . . . . . . . . . . . . . . — [315, 203, 2434, 214]
toc-dot-leader: . . . . . . . . . . . . . . . . . . . . . . . . . . . . . . . . . . . . . . . . . . . . . . . . . . . . . . . . . . . . . . . . . . . . . . . . . . . . . . . . . . . . . . . . . . . . . . . . . . . . . . . . . . . . . . . . . . . . . . . . . . . . . . . . . . . . . . . . . . . . . . . . . . . . . . . . . . . . . . . . . . . . . . . . . . . . . . . . . . . . . . . . . . . . . . . . . . . . . . . . . . . . . . . . . . . . . . . . . . . . . . . . . . . . . . . . . . . . . . . . . . . . . . . . . . . . . . . . . . . . . . . . . . . . . . . . . . . . . . . . . . . . . . . . . . . . . . . . . . . . — [291, 584, 2411, 595]
standard-horizon-logo-icon — [209, 831, 266, 848]
footer-divider — [76, 823, 577, 824]
toc-entry[interactable] — [118, 674, 2438, 688]
toc-entry-page: 60 — [2338, 425, 2353, 438]
toc-entry-title: 13.3 PA / FOG OPERATION — [97, 648, 248, 662]
toc-entry-page: 73 — [2369, 648, 2382, 662]
toc-entry[interactable] — [76, 702, 2317, 716]
toc-entry-page: 40 — [2437, 97, 2451, 111]
toc-entry-title: 13.1 RAM+ MIC CONTROLS — [97, 596, 253, 610]
toc-entry-title: 11.5.3 Setting up Individual / Group Call Ringer — [118, 188, 368, 202]
toc-entry-page: 42 — [2531, 162, 2545, 176]
toc-entry-title: 11.6.3 Receiving a Group Call — [118, 279, 277, 293]
toc-entry-title: 11.6 GROUP CALL — [97, 240, 200, 254]
toc-entry[interactable] — [118, 214, 2436, 228]
toc-entry-page: 55 — [2432, 331, 2446, 345]
toc-entry-title: 14.1 REPLACEMENT PARTS — [97, 716, 256, 729]
toc-entry[interactable] — [97, 542, 2416, 555]
toc-entry-title: 12 RADIO SETUP MODE — [76, 411, 214, 425]
toc-entry-page: 38 — [2366, 71, 2380, 85]
toc-entry-page: 77 — [2364, 757, 2378, 770]
toc-entry-title: 11.3.2 Receiving a DSC Distress Call — [118, 97, 316, 111]
toc-entry[interactable] — [97, 596, 2388, 610]
toc-entry-page: 47 — [2466, 227, 2479, 241]
toc-dot-leader: . . . . . . . . . . . . . . . . . . . . . . . . . . . . . . . . . . . . . . . . . . . . . . . . . . . . . . . . . . . . . . . . . . . . . . . . . . . . . . . . . . . . . . . . . . . . . . . . . . . . . . . . . . . . . . . . . . . . . . . . . . . . . . . . . . . . . . . . . . . . . . . . . . . . . . . . . . . . . . . . . . . . . . . . . . . . . . . . . . . . . . . . . . . . . . . . . . . . . . . . . . . . . . . . . . . . . . . . . . . . . . . . . . . . . . . . . . . . . . . . . . . . . . . . . . . . . . . . . . . . . . . . . . . . . . . . . . . . . . . . . . . . . . . . . . . . . . . . . . . . — [313, 569, 2433, 580]
toc-entry-page: 60 — [2336, 411, 2349, 425]
toc-entry[interactable] — [118, 175, 2436, 189]
toc-entry[interactable] — [97, 687, 2415, 701]
toc-entry-page: 43 — [2422, 175, 2436, 189]
toc-entry-title: 11.8.2 Transmitting a DSC Position Send Call — [118, 370, 359, 384]
toc-dot-leader: . . . . . . . . . . . . . . . . . . . . . . . . . . . . . . . . . . . . . . . . . . . . . . . . . . . . . . . . . . . . . . . . . . . . . . . . . . . . . . . . . . . . . . . . . . . . . . . . . . . . . . . . . . . . . . . . . . . . . . . . . . . . . . . . . . . . . . . . . . . . . . . . . . . . . . . . . . . . . . . . . . . . . . . . . . . . . . . . . . . . . . . . . . . . . . . . . . . . . . . . . . . . . . . . . . . . . . . . . . . . . . . . . . . . . . . . . . . . . . . . . . . . . . . . . . . . . . . . . . . . . . . . . . . . . . . . . . . . . . . . . . . . . . . . . . . . . . . . . . . . — [254, 597, 2373, 608]
toc-entry-page: 72 — [2375, 609, 2389, 623]
toc-entry[interactable] — [118, 305, 2423, 319]
toc-entry[interactable] — [118, 331, 2446, 345]
toc-dot-leader: . . . . . . . . . . . . . . . . . . . . . . . . . . . . . . . . . . . . . . . . . . . . . . . . . . . . . . . . . . . . . . . . . . . . . . . . . . . . . . . . . . . . . . . . . . . . . . . . . . . . . . . . . . . . . . . . . . . . . . . . . . . . . . . . . . . . . . . . . . . . . . . . . . . . . . . . . . . . . . . . . . . . . . . . . . . . . . . . . . . . . . . . . . . . . . . . . . . . . . . . . . . . . . . . . . . . . . . . . . . . . . . . . . . . . . . . . . . . . . . . . . . . . . . . . . . . . . . . . . . . . . . . . . . . . . . . . . . . . . . . . . . . . . . . . . . . . . . . . . . . — [279, 255, 2399, 266]
toc-entry-page: 86 — [2314, 788, 2328, 801]
toc-entry-title: 11.5.2 Setting up Individual Ringer — [118, 175, 301, 189]
toc-entry[interactable] — [76, 788, 2328, 801]
toc-entry-title: 12.11 NAMING THE RADIO OR RAM+ STATIONS — [97, 555, 366, 568]
toc-entry-page: 52 — [2409, 305, 2423, 319]
toc-entry[interactable] — [118, 97, 2451, 111]
toc-dot-leader: . . . . . . . . . . . . . . . . . . . . . . . . . . . . . . . . . . . . . . . . . . . . . . . . . . . . . . . . . . . . . . . . . . . . . . . . . . . . . . . . . . . . . . . . . . . . . . . . . . . . . . . . . . . . . . . . . . . . . . . . . . . . . . . . . . . . . . . . . . . . . . . . . . . . . . . . . . . . . . . . . . . . . . . . . . . . . . . . . . . . . . . . . . . . . . . . . . . . . . . . . . . . . . . . . . . . . . . . . . . . . . . . . . . . . . . . . . . . . . . . . . . . . . . . . . . . . . . . . . . . . . . . . . . . . . . . . . . . . . . . . . . . . . . . . . . . . . . . . . . . — [246, 73, 2366, 84]
toc-dot-leader: . . . . . . . . . . . . . . . . . . . . . . . . . . . . . . . . . . . . . . . . . . . . . . . . . . . . . . . . . . . . . . . . . . . . . . . . . . . . . . . . . . . . . . . . . . . . . . . . . . . . . . . . . . . . . . . . . . . . . . . . . . . . . . . . . . . . . . . . . . . . . . . . . . . . . . . . . . . . . . . . . . . . . . . . . . . . . . . . . . . . . . . . . . . . . . . . . . . . . . . . . . . . . . . . . . . . . . . . . . . . . . . . . . . . . . . . . . . . . . . . . . . . . . . . . . . . . . . . . . . . . . . . . . . . . . . . . . . . . . . . . . . . . . . . . . . . . . . . . . . . — [240, 517, 2360, 528]
toc-entry-title: 14.2 FACTORY SERVICE — [97, 729, 236, 742]
toc-entry-page: 73 — [2423, 674, 2438, 688]
toc-entry-title: 11.4 ALL SHIPS CALL — [97, 110, 216, 124]
toc-entry-title: 13.3 DSC / RADIO SETUP MODE — [97, 687, 280, 701]
page-title: TABLE OF CONTENTS — [89, 44, 308, 67]
toc-entry[interactable] — [118, 162, 2545, 176]
toc-entry-title: 11.3 DSC DISTRESS CALL — [97, 71, 245, 85]
toc-dot-leader: . . . . . . . . . . . . . . . . . . . . . . . . . . . . . . . . . . . . . . . . . . . . . . . . . . . . . . . . . . . . . . . . . . . . . . . . . . . . . . . . . . . . . . . . . . . . . . . . . . . . . . . . . . . . . . . . . . . . . . . . . . . . . . . . . . . . . . . . . . . . . . . . . . . . . . . . . . . . . . . . . . . . . . . . . . . . . . . . . . . . . . . . . . . . . . . . . . . . . . . . . . . . . . . . . . . . . . . . . . . . . . . . . . . . . . . . . . . . . . . . . . . . . . . . . . . . . . . . . . . . . . . . . . . . . . . . . . . . . . . . . . . . . . . . . . . . . . . . . . . . — [185, 530, 2305, 541]
toc-entry-page: 48 — [2321, 240, 2336, 254]
toc-dot-leader: . . . . . . . . . . . . . . . . . . . . . . . . . . . . . . . . . . . . . . . . . . . . . . . . . . . . . . . . . . . . . . . . . . . . . . . . . . . . . . . . . . . . . . . . . . . . . . . . . . . . . . . . . . . . . . . . . . . . . . . . . . . . . . . . . . . . . . . . . . . . . . . . . . . . . . . . . . . . . . . . . . . . . . . . . . . . . . . . . . . . . . . . . . . . . . . . . . . . . . . . . . . . . . . . . . . . . . . . . . . . . . . . . . . . . . . . . . . . . . . . . . . . . . . . . . . . . . . . . . . . . . . . . . . . . . . . . . . . . . . . . . . . . . . . . . . . . . . . . . . . — [303, 675, 2423, 686]
toc-entry[interactable] — [76, 583, 2425, 596]
toc-entry[interactable] — [97, 149, 2358, 163]
toc-entry-page: 73 — [2408, 661, 2422, 675]
toc-entry-page: 53 — [2542, 318, 2555, 332]
toc-entry-page: 62 — [2475, 464, 2489, 477]
toc-entry-title: 11.3.1 Tansmitting a DSC Distress Call — [118, 84, 324, 98]
toc-entry-page: 38 — [2445, 84, 2459, 98]
toc-entry-title: 12.6 SCAN TYPE — [97, 490, 192, 503]
toc-entry[interactable] — [97, 464, 2489, 477]
toc-entry[interactable] — [76, 757, 2378, 770]
toc-entry-title: 13.3.2 Operating the FOG / HORN — [118, 674, 302, 688]
toc-entry-page: 64 — [2361, 516, 2375, 529]
toc-entry-title: 16 WARRANTY — [76, 772, 162, 786]
toc-entry-title: 12.9 WX ALERT — [97, 529, 185, 542]
toc-entry-title: 12.7 SCAN RESUME TIME — [97, 503, 244, 516]
toc-dot-leader: . . . . . . . . . . . . . . . . . . . . . . . . . . . . . . . . . . . . . . . . . . . . . . . . . . . . . . . . . . . . . . . . . . . . . . . . . . . . . . . . . . . . . . . . . . . . . . . . . . . . . . . . . . . . . . . . . . . . . . . . . . . . . . . . . . . . . . . . . . . . . . . . . . . . . . . . . . . . . . . . . . . . . . . . . . . . . . . . . . . . . . . . . . . . . . . . . . . . . . . . . . . . . . . . . . . . . . . . . . . . . . . . . . . . . . . . . . . . . . . . . . . . . . . . . . . . . . . . . . . . . . . . . . . . . . . . . . . . . . . . . . . . . . . . . . . . . . . . . . . . — [301, 177, 2421, 188]
page-number: Page 3 — [533, 830, 577, 845]
toc-entry-page: 69 — [2374, 596, 2388, 610]
toc-entry-page: 66 — [2401, 542, 2416, 555]
toc-dot-leader: . . . . . . . . . . . . . . . . . . . . . . . . . . . . . . . . . . . . . . . . . . . . . . . . . . . . . . . . . . . . . . . . . . . . . . . . . . . . . . . . . . . . . . . . . . . . . . . . . . . . . . . . . . . . . . . . . . . . . . . . . . . . . . . . . . . . . . . . . . . . . . . . . . . . . . . . . . . . . . . . . . . . . . . . . . . . . . . . . . . . . . . . . . . . . . . . . . . . . . . . . . . . . . . . . . . . . . . . . . . . . . . . . . . . . . . . . . . . . . . . . . . . . . . . . . . . . . . . . . . . . . . . . . . . . . . . . . . . . . . . . . . . . . . . . . . . . . . . . . . . — [281, 543, 2401, 554]
toc-dot-leader: . . . . . . . . . . . . . . . . . . . . . . . . . . . . . . . . . . . . . . . . . . . . . . . . . . . . . . . . . . . . . . . . . . . . . . . . . . . . . . . . . . . . . . . . . . . . . . . . . . . . . . . . . . . . . . . . . . . . . . . . . . . . . . . . . . . . . . . . . . . . . . . . . . . . . . . . . . . . . . . . . . . . . . . . . . . . . . . . . . . . . . . . . . . . . . . . . . . . . . . . . . . . . . . . . . . . . . . . . . . . . . . . . . . . . . . . . . . . . . . . . . . . . . . . . . . . . . . . . . . . . . . . . . . . . . . . . . . . . . . . . . . . . . . . . . . . . . . . . . . . — [224, 151, 2344, 162]
toc-dot-leader: . . . . . . . . . . . . . . . . . . . . . . . . . . . . . . . . . . . . . . . . . . . . . . . . . . . . . . . . . . . . . . . . . . . . . . . . . . . . . . . . . . . . . . . . . . . . . . . . . . . . . . . . . . . . . . . . . . . . . . . . . . . . . . . . . . . . . . . . . . . . . . . . . . . . . . . . . . . . . . . . . . . . . . . . . . . . . . . . . . . . . . . . . . . . . . . . . . . . . . . . . . . . . . . . . . . . . . . . . . . . . . . . . . . . . . . . . . . . . . . . . . . . . . . . . . . . . . . . . . . . . . . . . . . . . . . . . . . . . . . . . . . . . . . . . . . . . . . . . . . . — [255, 610, 2374, 621]
toc-entry-title: 11.5.1 Setting up the Individual / Position Call Directory — [118, 162, 411, 176]
toc-entry[interactable] — [97, 729, 2371, 742]
toc-entry[interactable] — [97, 742, 2424, 755]
toc-entry-title: 12.2 TIME OFFSET — [97, 438, 203, 451]
toc-dot-leader: . . . . . . . . . . . . . . . . . . . . . . . . . . . . . . . . . . . . . . . . . . . . . . . . . . . . . . . . . . . . . . . . . . . . . . . . . . . . . . . . . . . . . . . . . . . . . . . . . . . . . . . . . . . . . . . . . . . . . . . . . . . . . . . . . . . . . . . . . . . . . . . . . . . . . . . . . . . . . . . . . . . . . . . . . . . . . . . . . . . . . . . . . . . . . . . . . . . . . . . . . . . . . . . . . . . . . . . . . . . . . . . . . . . . . . . . . . . . . . . . . . . . . . . . . . . . . . . . . . . . . . . . . . . . . . . . . . . . . . . . . . . . . . . . . . . . . . . . . . . . — [348, 384, 2468, 395]
toc-dot-leader: . . . . . . . . . . . . . . . . . . . . . . . . . . . . . . . . . . . . . . . . . . . . . . . . . . . . . . . . . . . . . . . . . . . . . . . . . . . . . . . . . . . . . . . . . . . . . . . . . . . . . . . . . . . . . . . . . . . . . . . . . . . . . . . . . . . . . . . . . . . . . . . . . . . . . . . . . . . . . . . . . . . . . . . . . . . . . . . . . . . . . . . . . . . . . . . . . . . . . . . . . . . . . . . . . . . . . . . . . . . . . . . . . . . . . . . . . . . . . . . . . . . . . . . . . . . . . . . . . . . . . . . . . . . . . . . . . . . . . . . . . . . . . . . . . . . . . . . . . . . . — [317, 99, 2436, 110]
toc-dot-leader: . . . . . . . . . . . . . . . . . . . . . . . . . . . . . . . . . . . . . . . . . . . . . . . . . . . . . . . . . . . . . . . . . . . . . . . . . . . . . . . . . . . . . . . . . . . . . . . . . . . . . . . . . . . . . . . . . . . . . . . . . . . . . . . . . . . . . . . . . . . . . . . . . . . . . . . . . . . . . . . . . . . . . . . . . . . . . . . . . . . . . . . . . . . . . . . . . . . . . . . . . . . . . . . . . . . . . . . . . . . . . . . . . . . . . . . . . . . . . . . . . . . . . . . . . . . . . . . . . . . . . . . . . . . . . . . . . . . . . . . . . . . . . . . . . . . . . . . . . . . . — [243, 758, 2363, 769]
toc-entry[interactable] — [118, 84, 2459, 98]
toc-entry[interactable] — [97, 396, 2576, 410]
toc-entry-title: 12.3 TIME LOCATION — [97, 451, 216, 464]
toc-entry[interactable] — [118, 266, 2425, 280]
toc-entry-title: 12.1 LCD CONTRAST — [97, 425, 218, 438]
toc-dot-leader: . . . . . . . . . . . . . . . . . . . . . . . . . . . . . . . . . . . . . . . . . . . . . . . . . . . . . . . . . . . . . . . . . . . . . . . . . . . . . . . . . . . . . . . . . . . . . . . . . . . . . . . . . . . . . . . . . . . . . . . . . . . . . . . . . . . . . . . . . . . . . . . . . . . . . . . . . . . . . . . . . . . . . . . . . . . . . . . . . . . . . . . . . . . . . . . . . . . . . . . . . . . . . . . . . . . . . . . . . . . . . . . . . . . . . . . . . . . . . . . . . . . . . . . . . . . . . . . . . . . . . . . . . . . . . . . . . . . . . . . . . . . . . . . . . . . . . . . . . . . . — [217, 452, 2337, 463]
toc-entry[interactable] — [97, 451, 2351, 464]
toc-dot-leader: . . . . . . . . . . . . . . . . . . . . . . . . . . . . . . . . . . . . . . . . . . . . . . . . . . . . . . . . . . . . . . . . . . . . . . . . . . . . . . . . . . . . . . . . . . . . . . . . . . . . . . . . . . . . . . . . . . . . . . . . . . . . . . . . . . . . . . . . . . . . . . . . . . . . . . . . . . . . . . . . . . . . . . . . . . . . . . . . . . . . . . . . . . . . . . . . . . . . . . . . . . . . . . . . . . . . . . . . . . . . . . . . . . . . . . . . . . . . . . . . . . . . . . . . . . . . . . . . . . . . . . . . . . . . . . . . . . . . . . . . . . . . . . . . . . . . . . . . . . . . — [218, 345, 2338, 357]
toc-entry[interactable] — [118, 136, 2432, 150]
toc-dot-leader: . . . . . . . . . . . . . . . . . . . . . . . . . . . . . . . . . . . . . . . . . . . . . . . . . . . . . . . . . . . . . . . . . . . . . . . . . . . . . . . . . . . . . . . . . . . . . . . . . . . . . . . . . . . . . . . . . . . . . . . . . . . . . . . . . . . . . . . . . . . . . . . . . . . . . . . . . . . . . . . . . . . . . . . . . . . . . . . . . . . . . . . . . . . . . . . . . . . . . . . . . . . . . . . . . . . . . . . . . . . . . . . . . . . . . . . . . . . . . . . . . . . . . . . . . . . . . . . . . . . . . . . . . . . . . . . . . . . . . . . . . . . . . . . . . . . . . . . . . . . . — [268, 478, 2388, 489]
toc-entry-page: 76 — [2410, 742, 2424, 755]
toc-entry[interactable] — [97, 648, 2382, 662]
toc-entry-title: 14 MAINTENANCE — [76, 702, 182, 716]
toc-dot-leader: . . . . . . . . . . . . . . . . . . . . . . . . . . . . . . . . . . . . . . . . . . . . . . . . . . . . . . . . . . . . . . . . . . . . . . . . . . . . . . . . . . . . . . . . . . . . . . . . . . . . . . . . . . . . . . . . . . . . . . . . . . . . . . . . . . . . . . . . . . . . . . . . . . . . . . . . . . . . . . . . . . . . . . . . . . . . . . . . . . . . . . . . . . . . . . . . . . . . . . . . . . . . . . . . . . . . . . . . . . . . . . . . . . . . . . . . . . . . . . . . . . . . . . . . . . . . . . . . . . . . . . . . . . . . . . . . . . . . . . . . . . . . . . . . . . . . . . . . . . . . — [218, 426, 2338, 437]
toc-entry[interactable] — [118, 279, 2412, 293]
toc-entry[interactable] — [97, 716, 2391, 729]
